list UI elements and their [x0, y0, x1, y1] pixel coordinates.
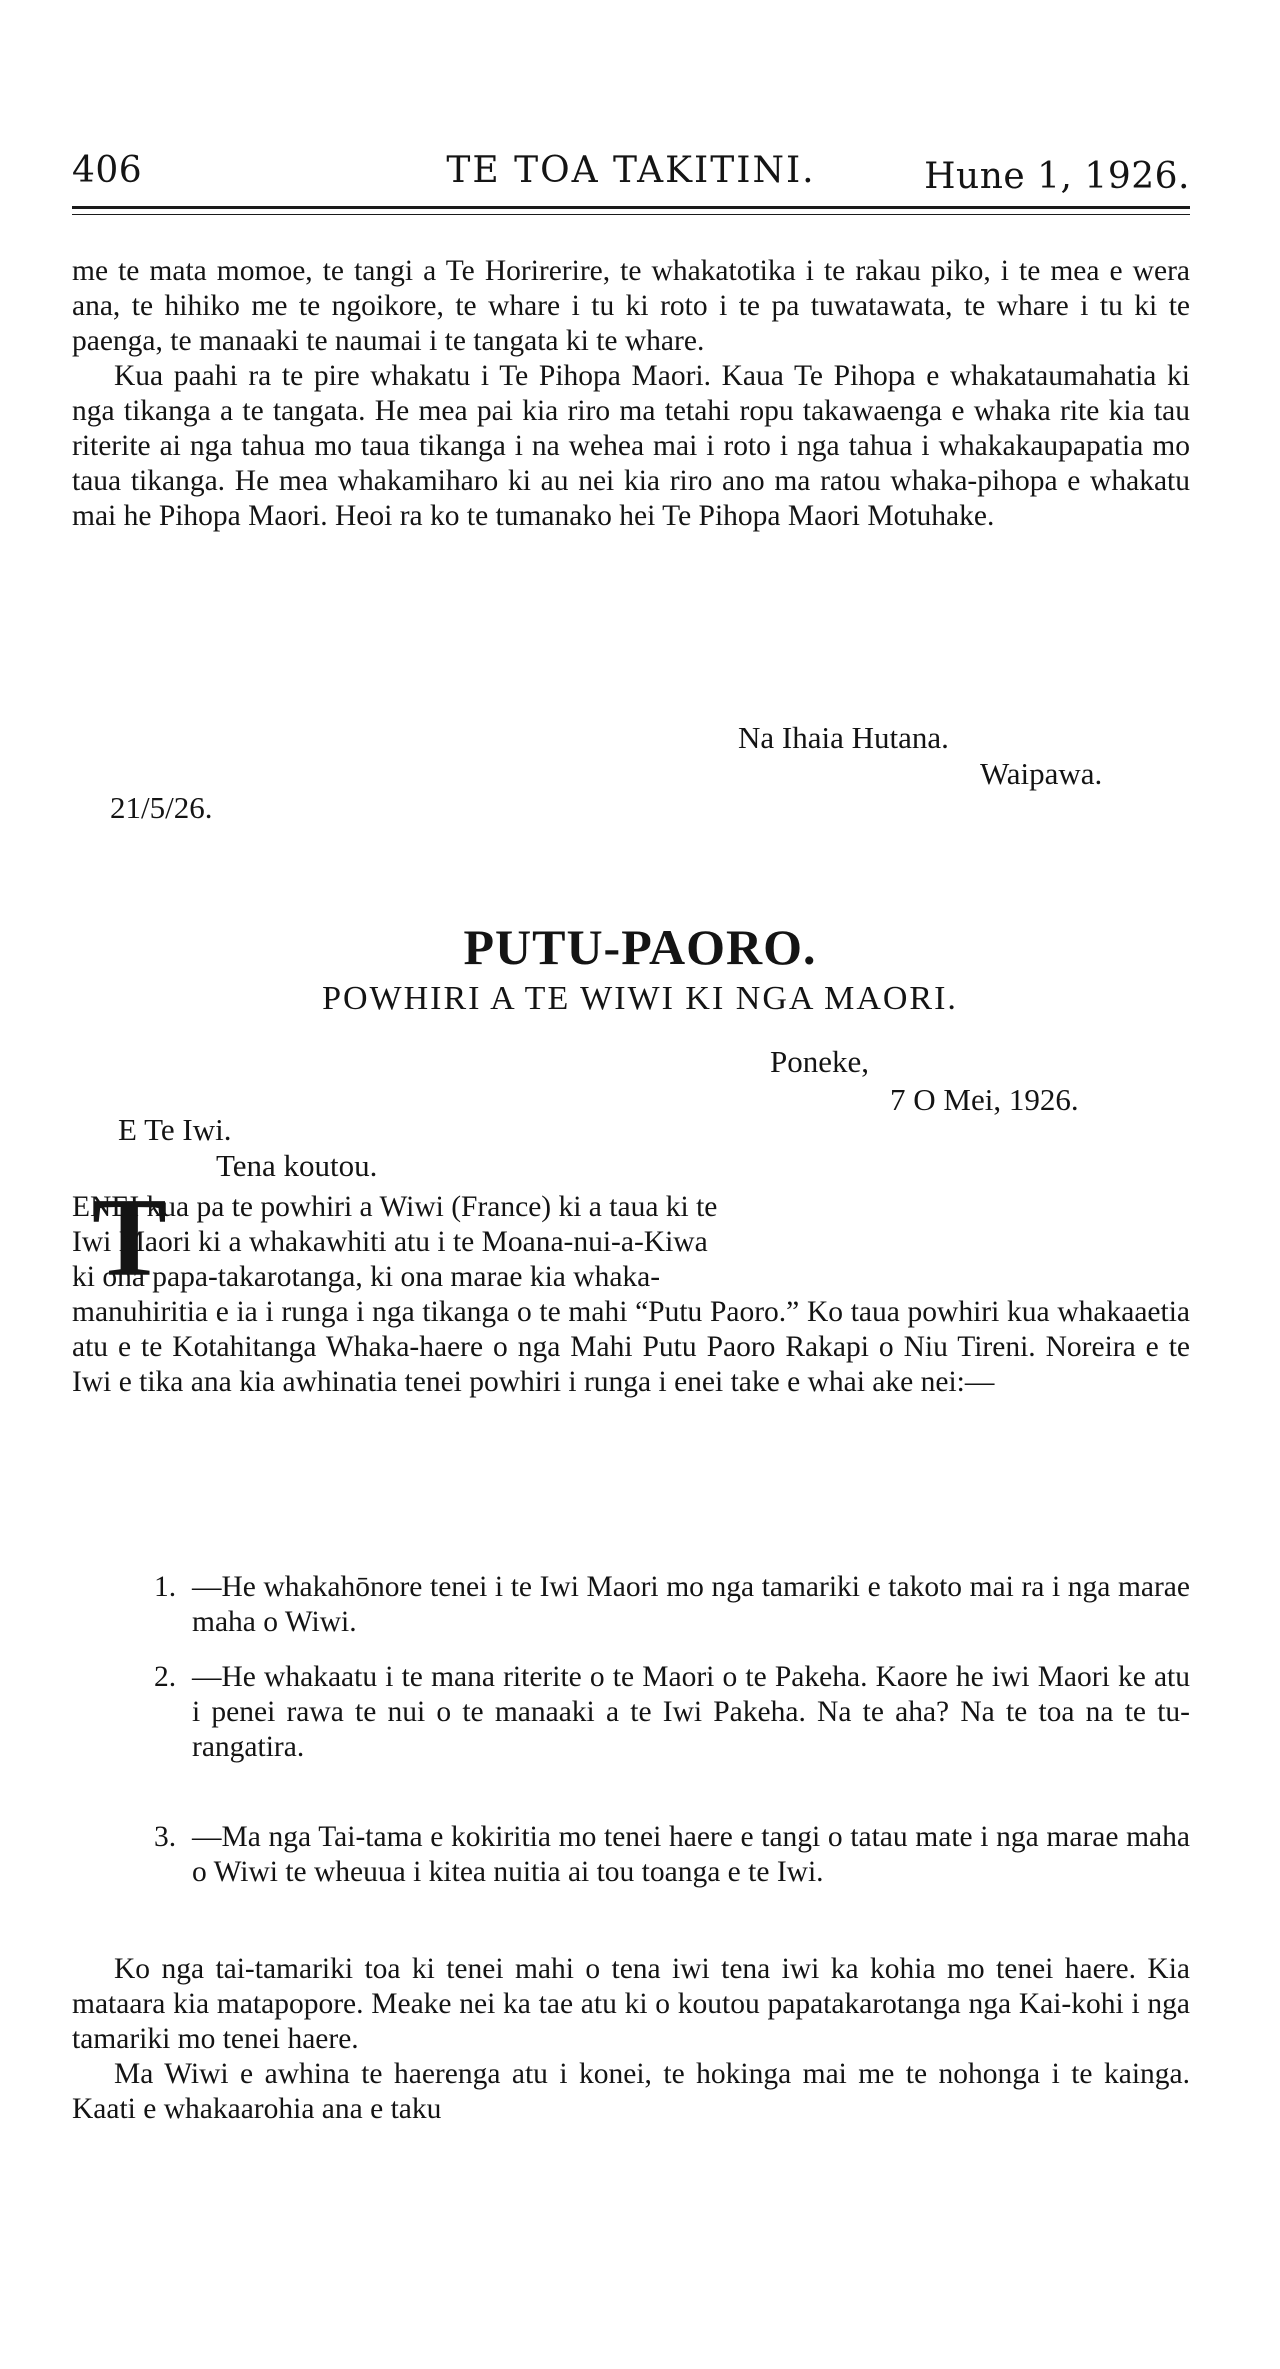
- article-subtitle: POWHIRI A TE WIWI KI NGA MAORI.: [322, 980, 958, 1017]
- letter-paragraph-1: me te mata momoe, te tangi a Te Horirerire, te whakatotika i te rakau piko, i te mea e wera ana, te hihiko me te ngoikore, te whare i tu ki roto i te pa tuwatawata, te whare i tu ki te paenga, te manaaki te naumai i te tangata ki te whare.: [72, 255, 1190, 357]
- list-item-text: —Ma nga Tai-tama e kokiritia mo tenei haere e tangi o tatau mate i nga marae maha o Wiwi te wheuua i kitea nuitia ai tou toanga e te Iwi.: [192, 1821, 1190, 1888]
- signature-date: 21/5/26.: [110, 790, 213, 825]
- list-item-number: 1.: [154, 1571, 177, 1603]
- publication-title: TE TOA TAKITINI.: [446, 150, 816, 191]
- lead-line-1: ENEI kua pa te powhiri a Wiwi (France) ki a taua ki te: [72, 1191, 718, 1223]
- header-rule: [72, 206, 1190, 209]
- letter-body: [72, 254, 1190, 534]
- issue-date: Hune 1, 1926.: [924, 156, 1190, 197]
- letter-paragraph-2: Kua paahi ra te pire whakatu i Te Pihopa Maori. Kaua Te Pihopa e whakataumahatia ki nga tikanga a te tangata. He mea pai kia riro ma tetahi ropu takawaenga e whaka rite kia tau riterite ai nga tahua mo taua tikanga i na wehea mai i roto i nga tahua i whakakaupapatia mo taua tikanga. He mea whakamiharo ki au nei kia riro ano ma ratou whaka-pihopa e whakatu mai he Pihopa Maori. Heoi ra ko te tumanako hei Te Pihopa Maori Motuhake.: [72, 360, 1190, 532]
- drop-cap: T: [92, 1176, 167, 1300]
- signature-name: Na Ihaia Hutana.: [738, 720, 949, 755]
- lead-line-2: Iwi Maori ki a whakawhiti atu i te Moana-nui-a-Kiwa: [72, 1226, 708, 1258]
- signature-place: Waipawa.: [980, 756, 1103, 791]
- header-rule-thin: [72, 214, 1190, 215]
- page-number: 406: [72, 150, 143, 191]
- list-item-text: —He whakaatu i te mana riterite o te Maori o te Pakeha. Kaore he iwi Maori ke atu i penei rawa te nui o te manaaki a te Iwi Pakeha. Na te aha? Na te toa na te tu-rangatira.: [192, 1661, 1190, 1763]
- lead-paragraph: [72, 1176, 1190, 1400]
- article-paragraph: Ko nga tai-tamariki toa ki tenei mahi o tena iwi tena iwi ka kohia mo tenei haere. Kia mataara kia matapopore. Meake nei ka tae atu ki o koutou papatakarotanga nga Kai-kohi i nga tamariki mo tenei haere.: [72, 1953, 1190, 2055]
- list-item-number: 3.: [154, 1821, 177, 1853]
- article-paragraph-final: Ma Wiwi e awhina te haerenga atu i konei, te hokinga mai me te nohonga i te kainga. Kaati e whakaarohia ana e taku: [72, 2058, 1190, 2125]
- letter-place: Poneke,: [770, 1044, 870, 1079]
- list-item-number: 2.: [154, 1661, 177, 1693]
- list-item: [154, 1660, 1190, 1765]
- list-item: [154, 1570, 1190, 1640]
- letter-date: 7 O Mei, 1926.: [890, 1082, 1079, 1117]
- article-body: [72, 1952, 1190, 2127]
- lead-continuation: manuhiritia e ia i runga i nga tikanga o te mahi “Putu Paoro.” Ko taua powhiri kua whakaaetia atu e te Kotahitanga Whaka-haere o nga Mahi Putu Paoro Rakapi o Niu Tireni. Noreira e te Iwi e tika ana kia awhinatia tenei powhiri i runga i enei take e whai ake nei:—: [72, 1296, 1190, 1398]
- salutation: E Te Iwi.: [118, 1112, 232, 1147]
- list-item-text: —He whakahōnore tenei i te Iwi Maori mo nga tamariki e takoto mai ra i nga marae maha o Wiwi.: [192, 1571, 1190, 1638]
- list-item: [154, 1820, 1190, 1890]
- running-head: [72, 150, 1190, 198]
- greeting: Tena koutou.: [216, 1148, 378, 1183]
- lead-line-3: ki ona papa-takarotanga, ki ona marae kia whaka-: [72, 1261, 661, 1293]
- article-title: PUTU-PAORO.: [463, 919, 817, 975]
